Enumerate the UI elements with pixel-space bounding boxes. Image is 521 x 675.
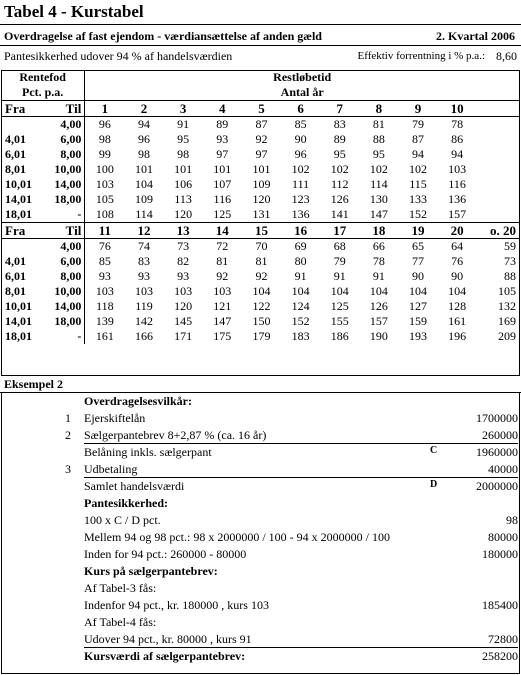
example-row-text: Ejerskiftelån: [84, 411, 146, 425]
table-cell: 136: [448, 192, 467, 206]
col-header: 6: [281, 101, 320, 117]
table-cell: 97: [216, 147, 229, 161]
col-header: 2: [124, 101, 163, 117]
table-row: [1, 162, 519, 177]
example-row: [0, 394, 521, 411]
example-row-text: Sælgerpantebrev 8+2,87 % (ca. 16 år): [84, 428, 267, 442]
table-cell: 145: [174, 314, 193, 328]
table-cell: 90: [294, 132, 307, 146]
example-row-value: 2000000: [476, 479, 518, 493]
table-cell: 93: [216, 132, 229, 146]
table-cell: 109: [135, 192, 154, 206]
table-cell: 92: [255, 132, 268, 146]
table-cell: 105: [498, 284, 516, 298]
table-cell: 99: [98, 147, 111, 161]
example-row-letter: C: [430, 445, 438, 456]
table-cell: 171: [174, 329, 193, 343]
row-fra: 18,01: [5, 329, 32, 343]
table-cell: 97: [255, 147, 268, 161]
table-cell: 150: [252, 314, 271, 328]
table-cell: 65: [412, 239, 424, 253]
table-cell: 91: [372, 269, 385, 283]
table-cell: 83: [138, 254, 151, 268]
col-header: 20: [438, 223, 477, 239]
table-cell: 193: [409, 329, 427, 343]
table-cell: 98: [177, 147, 190, 161]
effektiv-label: Effektiv forrentning i % p.a.:: [357, 50, 485, 62]
row-fra: [1, 117, 43, 133]
row-fra: 4,01: [5, 132, 26, 146]
table-cell-empty: [477, 147, 519, 162]
col-header: 7: [320, 101, 359, 117]
table-cell: 89: [333, 132, 346, 146]
table-cell: 76: [98, 239, 111, 253]
kurs-table: [1, 70, 519, 344]
table-cell: 88: [504, 269, 516, 283]
row-til: 4,00: [43, 117, 85, 133]
col-header: 18: [359, 223, 398, 239]
example-row-value: 185400: [482, 598, 518, 612]
table-cell: 124: [291, 299, 310, 313]
table-cell: 77: [412, 254, 424, 268]
fra-label: Fra: [1, 101, 43, 117]
example-row: [0, 598, 521, 615]
table-cell: 115: [409, 177, 427, 191]
example-row-value: 260000: [482, 428, 518, 442]
table-cell: 136: [291, 207, 310, 221]
col-header: 10: [438, 101, 477, 117]
row-fra: 8,01: [5, 162, 26, 176]
example-row-value: 180000: [482, 547, 518, 561]
table-cell: 103: [213, 284, 232, 298]
table-cell: 152: [409, 207, 427, 221]
col-header: 12: [124, 223, 163, 239]
table-cell: 119: [135, 299, 153, 313]
sum-rule: [84, 443, 518, 444]
table-cell: 94: [138, 117, 151, 131]
subtitle-rule: [0, 45, 521, 46]
table-cell: 152: [291, 314, 310, 328]
table-cell: 106: [174, 177, 193, 191]
col-header: 17: [320, 223, 359, 239]
example-row-value: 40000: [488, 462, 518, 476]
example-row-text: Overdragelsesvilkår:: [84, 394, 192, 408]
effektiv-value: 8,60: [496, 49, 517, 63]
table-cell: 196: [448, 329, 467, 343]
quarter: 2. Kvartal 2006: [436, 29, 515, 43]
table-cell: 64: [451, 239, 464, 253]
table-cell: 101: [174, 162, 193, 176]
table-cell: 161: [448, 314, 467, 328]
example-row-value: 80000: [488, 530, 518, 544]
table-row: [1, 239, 519, 255]
table-cell: 104: [252, 284, 271, 298]
table-cell: 190: [369, 329, 388, 343]
row-til: 8,00: [43, 269, 85, 284]
col-header: 11: [85, 223, 125, 239]
table-cell: 94: [451, 147, 464, 161]
table-cell: 113: [174, 192, 192, 206]
table-cell: 94: [412, 147, 424, 161]
example-row: [0, 462, 521, 479]
table-cell: 125: [330, 299, 349, 313]
example-row-value: 98: [506, 513, 518, 527]
table-cell: 73: [177, 239, 190, 253]
example-row-number: 3: [65, 462, 71, 476]
example-row: [0, 649, 521, 666]
example-row-value: 258200: [482, 649, 518, 663]
example-row: [0, 411, 521, 428]
table-cell: 81: [372, 117, 385, 131]
row-til: 4,00: [43, 239, 85, 255]
table-cell: 102: [330, 162, 349, 176]
table-row: [1, 207, 519, 223]
table-cell: 104: [135, 177, 154, 191]
table-cell: 92: [216, 269, 229, 283]
table-cell: 91: [177, 117, 190, 131]
table-cell: 175: [213, 329, 232, 343]
row-fra: 10,01: [5, 299, 32, 313]
table-cell: 120: [252, 192, 271, 206]
table-cell: 183: [291, 329, 310, 343]
example-row-text: Af Tabel-3 fås:: [84, 581, 157, 595]
table-cell: 87: [412, 132, 424, 146]
example-row-text: Kursværdi af sælgerpantebrev:: [84, 649, 246, 663]
col-header: 15: [242, 223, 281, 239]
table-cell: 166: [135, 329, 154, 343]
table-cell: 68: [333, 239, 346, 253]
col-header: 8: [359, 101, 398, 117]
table-cell: 155: [330, 314, 349, 328]
table-cell: 127: [409, 299, 427, 313]
table-cell: 105: [95, 192, 114, 206]
table-cell: 59: [504, 239, 516, 253]
table-row: [1, 132, 519, 147]
table-cell: 80: [294, 254, 307, 268]
col-header: 14: [203, 223, 242, 239]
table-cell: 114: [370, 177, 388, 191]
table-cell: 96: [294, 147, 307, 161]
example-row-text: Kurs på sælgerpantebrev:: [84, 564, 218, 578]
table-cell: 103: [95, 284, 114, 298]
row-til: 18,00: [43, 192, 85, 207]
table-cell-empty: [477, 162, 519, 177]
table-cell: 92: [255, 269, 268, 283]
row-fra: 6,01: [5, 269, 26, 283]
table-cell: 93: [98, 269, 111, 283]
example-row-text: Udbetaling: [84, 462, 138, 476]
table-cell: 100: [95, 162, 114, 176]
table-cell: 98: [138, 147, 151, 161]
table-cell: 157: [369, 314, 388, 328]
col-header: 9: [398, 101, 437, 117]
table-cell: 101: [252, 162, 271, 176]
table-cell: 98: [98, 132, 111, 146]
table-cell-empty: [477, 177, 519, 192]
example-row: [0, 479, 521, 496]
example-row-text: Mellem 94 og 98 pct.: 98 x 2000000 / 100 - 94 x 2000000 / 100: [84, 530, 390, 544]
table-row: [1, 254, 519, 269]
example-row-text: 100 x C / D pct.: [84, 513, 161, 527]
til-label: Til: [43, 223, 85, 239]
example-row-number: 2: [65, 428, 71, 442]
table-cell: 179: [252, 329, 271, 343]
example-row-number: 1: [65, 411, 71, 425]
table-cell: 122: [252, 299, 271, 313]
table-cell: 111: [292, 177, 310, 191]
sikkerhed-text: Pantesikkerhed udover 94 % af handelsværdien: [4, 49, 233, 63]
example-row: [0, 547, 521, 564]
col-header: 5: [242, 101, 281, 117]
col-header: 16: [281, 223, 320, 239]
example-row: [0, 445, 521, 462]
restlob-label: Restløbetid: [273, 70, 332, 84]
page-title: Tabel 4 - Kurstabel: [4, 2, 144, 21]
table-row: [1, 147, 519, 162]
table-cell: 104: [448, 284, 467, 298]
table-row: [1, 314, 519, 329]
sum-rule: [84, 647, 518, 648]
table-cell: 103: [174, 284, 193, 298]
example-row-text: Af Tabel-4 fås:: [84, 615, 157, 629]
example-row: [0, 428, 521, 445]
table-cell: 95: [177, 132, 190, 146]
table-cell: 90: [412, 269, 424, 283]
table-cell: 128: [448, 299, 467, 313]
table-cell: 142: [135, 314, 154, 328]
example-row-value: 1700000: [476, 411, 518, 425]
example-row: [0, 615, 521, 632]
table-cell: 108: [95, 207, 114, 221]
table-cell: 147: [369, 207, 388, 221]
example-row-text: Belåning inkls. sælgerpant: [84, 445, 212, 459]
table-row: [1, 117, 519, 133]
table-cell: 104: [291, 284, 310, 298]
table-cell: 121: [213, 299, 232, 313]
row-til: 10,00: [43, 284, 85, 299]
table-row: [1, 284, 519, 299]
table-cell: 118: [96, 299, 114, 313]
table-cell: 88: [372, 132, 385, 146]
table-cell: 78: [451, 117, 464, 131]
col-header-empty: [477, 101, 519, 117]
table-cell: 109: [252, 177, 271, 191]
table-cell: 91: [333, 269, 346, 283]
fra-label: Fra: [1, 223, 43, 239]
col-header: 13: [164, 223, 203, 239]
table-cell: 159: [409, 314, 427, 328]
example-row: [0, 530, 521, 547]
table-cell: 104: [330, 284, 349, 298]
table-row: [1, 192, 519, 207]
table-cell: 79: [412, 117, 424, 131]
table-cell: 101: [135, 162, 154, 176]
table-cell: 95: [372, 147, 385, 161]
row-til: 14,00: [43, 299, 85, 314]
table-row: [1, 299, 519, 314]
row-fra: 6,01: [5, 147, 26, 161]
table-cell: 103: [135, 284, 154, 298]
table-cell: 74: [138, 239, 151, 253]
row-til: -: [43, 329, 85, 344]
example-row-text: Samlet handelsværdi: [84, 479, 185, 493]
example-row: [0, 581, 521, 598]
example-row: [0, 632, 521, 649]
row-fra: 10,01: [5, 177, 32, 191]
row-til: 14,00: [43, 177, 85, 192]
table-cell: 104: [369, 284, 388, 298]
table-cell-empty: [477, 132, 519, 147]
col-header: 1: [85, 101, 125, 117]
table-cell: 186: [330, 329, 349, 343]
table-cell: 91: [294, 269, 307, 283]
row-til: 18,00: [43, 314, 85, 329]
example-row: [0, 564, 521, 581]
row-til: 6,00: [43, 254, 85, 269]
example-row-letter: D: [430, 479, 438, 490]
row-fra: 14,01: [5, 192, 32, 206]
table-cell: 116: [448, 177, 466, 191]
table-cell: 102: [409, 162, 427, 176]
example-row-text: Pantesikkerhed:: [84, 496, 168, 510]
table-cell: 126: [330, 192, 349, 206]
table-cell: 82: [177, 254, 190, 268]
table-cell: 73: [504, 254, 516, 268]
row-fra: 8,01: [5, 284, 26, 298]
table-cell: 130: [369, 192, 388, 206]
table-cell: 147: [213, 314, 232, 328]
table-cell: 95: [333, 147, 346, 161]
table-cell: 104: [409, 284, 427, 298]
example-row-value: 72800: [488, 632, 518, 646]
table-cell: 209: [498, 329, 516, 343]
row-fra: 4,01: [5, 254, 26, 268]
table-cell: 87: [255, 117, 268, 131]
table-cell: 125: [213, 207, 232, 221]
table-cell: 89: [216, 117, 229, 131]
table-cell: 112: [330, 177, 349, 191]
til-label: Til: [43, 101, 85, 117]
table-cell: 66: [372, 239, 385, 253]
table-cell: 72: [216, 239, 229, 253]
table-cell: 78: [372, 254, 385, 268]
table-cell: 86: [451, 132, 464, 146]
rentefod-label: Rentefod: [1, 70, 85, 85]
table-cell: 90: [451, 269, 464, 283]
example-row-text: Inden for 94 pct.: 260000 - 80000: [84, 547, 247, 561]
col-header: 3: [164, 101, 203, 117]
table-row: [1, 329, 519, 344]
example-row-value: 1960000: [476, 445, 518, 459]
table-cell: 81: [216, 254, 229, 268]
col-header: 19: [398, 223, 437, 239]
col-header: 4: [203, 101, 242, 117]
example-title: Eksempel 2: [4, 377, 64, 391]
row-til: 6,00: [43, 132, 85, 147]
title-rule: [0, 24, 521, 25]
sum-rule: [84, 477, 518, 478]
table-cell: 93: [138, 269, 151, 283]
table-row: [1, 269, 519, 284]
table-cell: 103: [448, 162, 467, 176]
table-cell: 96: [138, 132, 151, 146]
row-fra: [1, 239, 43, 255]
table-cell: 93: [177, 269, 190, 283]
table-cell: 123: [291, 192, 310, 206]
row-fra: 14,01: [5, 314, 32, 328]
table-cell: 139: [95, 314, 114, 328]
table-cell: 133: [409, 192, 427, 206]
antal-label: Antal år: [280, 85, 324, 99]
example-row-text: Indenfor 94 pct., kr. 180000 , kurs 103: [84, 598, 269, 612]
table-cell: 132: [498, 299, 516, 313]
table-cell: 103: [95, 177, 114, 191]
row-til: 10,00: [43, 162, 85, 177]
col-header: o. 20: [477, 223, 519, 239]
table-cell: 96: [98, 117, 111, 131]
table-cell: 101: [213, 162, 232, 176]
table-cell-empty: [477, 117, 519, 133]
table-cell: 102: [369, 162, 388, 176]
table-cell: 161: [95, 329, 114, 343]
table-cell-empty: [477, 192, 519, 207]
table-cell: 76: [451, 254, 464, 268]
table-cell: 85: [98, 254, 111, 268]
table-row: [1, 177, 519, 192]
table-cell: 131: [252, 207, 271, 221]
table-cell: 141: [330, 207, 349, 221]
table-cell: 120: [174, 207, 193, 221]
example-row: [0, 496, 521, 513]
pct-label: Pct. p.a.: [1, 85, 85, 101]
table-cell: 102: [291, 162, 310, 176]
example-row-text: Udover 94 pct., kr. 80000 , kurs 91: [84, 632, 252, 646]
table-cell-empty: [477, 207, 519, 223]
example-row: [0, 513, 521, 530]
table-cell: 69: [294, 239, 307, 253]
table-cell: 81: [255, 254, 268, 268]
subtitle: Overdragelse af fast ejendom - værdiansættelse af anden gæld: [4, 29, 322, 43]
row-til: -: [43, 207, 85, 223]
table-cell: 70: [255, 239, 268, 253]
table-cell: 114: [135, 207, 153, 221]
table-cell: 120: [174, 299, 193, 313]
table-cell: 107: [213, 177, 232, 191]
table-cell: 85: [294, 117, 307, 131]
table-cell: 116: [213, 192, 232, 206]
table-cell: 157: [448, 207, 467, 221]
row-til: 8,00: [43, 147, 85, 162]
table-cell: 169: [498, 314, 516, 328]
row-fra: 18,01: [5, 207, 32, 221]
table-cell: 83: [333, 117, 346, 131]
table-cell: 79: [333, 254, 346, 268]
table-cell: 126: [369, 299, 388, 313]
